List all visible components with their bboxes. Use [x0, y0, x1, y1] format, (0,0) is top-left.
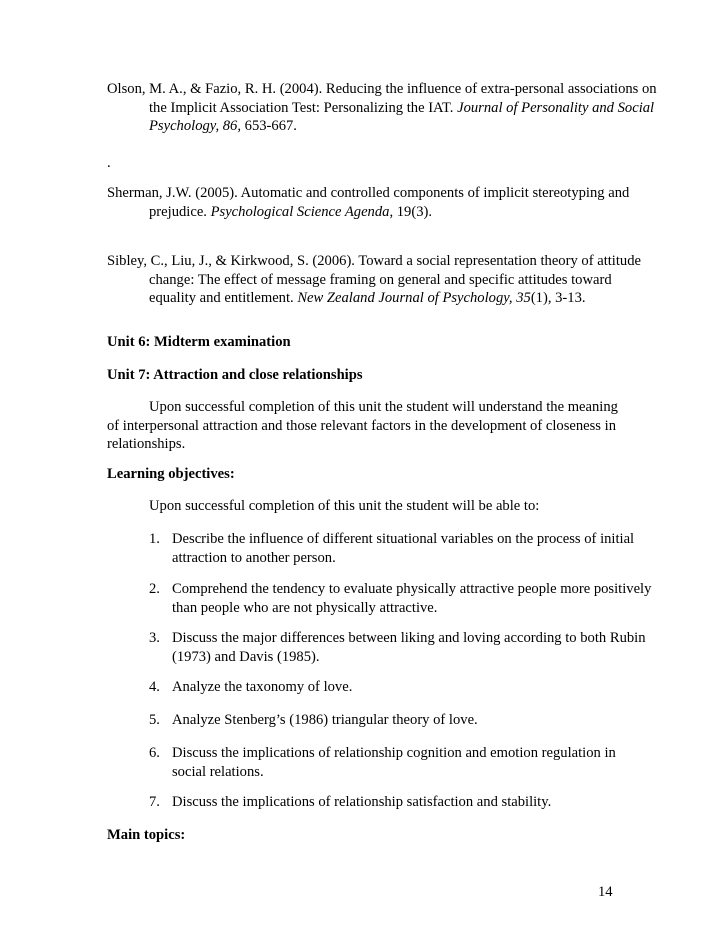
objectives-intro: Upon successful completion of this unit the student will be able to:	[149, 498, 540, 514]
objective-text: Discuss the implications of relationship satisfaction and stability.	[172, 794, 552, 810]
learning-objectives-heading: Learning objectives:	[107, 466, 235, 482]
objective-text: Describe the influence of different situational variables on the process of initial attraction to another person.	[172, 531, 635, 566]
objective-number: 5.	[149, 712, 160, 728]
reference-tail: , 19(3).	[389, 203, 433, 220]
reference-journal: Psychological Science Agenda	[210, 203, 390, 220]
page-number: 14	[598, 884, 613, 900]
reference-journal: Journal of Personality and Social Psychology, 86,	[149, 99, 655, 134]
reference-authors: Sherman, J.W. (2005). Automatic and controlled components of implicit stereotyping and prejudice.	[107, 185, 630, 220]
objective-text: Analyze Stenberg’s (1986) triangular theory of love.	[172, 712, 478, 728]
objective-item	[149, 678, 652, 697]
objective-number: 3.	[149, 630, 160, 646]
reference-sibley	[107, 252, 654, 308]
objective-item	[149, 711, 652, 730]
objective-item	[149, 530, 652, 567]
objective-item	[149, 793, 652, 812]
objective-number: 6.	[149, 745, 160, 761]
objective-number: 1.	[149, 531, 160, 547]
reference-authors: Sibley, C., Liu, J., & Kirkwood, S. (2006). Toward a social representation theory of attitude change: The effect of message framing on general and specific attitudes toward equality and entitlement.	[107, 253, 641, 306]
objective-item	[149, 580, 652, 617]
stray-dot: .	[107, 155, 111, 171]
unit7-intro: Upon successful completion of this unit the student will understand the meaning of interpersonal attraction and those relevant factors in the development of closeness in relationships.	[107, 399, 618, 452]
objective-text: Discuss the major differences between liking and loving according to both Rubin (1973) and Davis (1985).	[172, 630, 646, 665]
objective-number: 7.	[149, 794, 160, 810]
objective-text: Analyze the taxonomy of love.	[172, 679, 353, 695]
objective-number: 4.	[149, 679, 160, 695]
objective-text: Comprehend the tendency to evaluate physically attractive people more positively than people who are not physically attractive.	[172, 581, 652, 616]
reference-tail: (1), 3-13.	[530, 290, 586, 306]
reference-tail: 653-667.	[241, 118, 297, 134]
objective-item	[149, 744, 652, 781]
unit7-heading: Unit 7: Attraction and close relationships	[107, 367, 363, 383]
main-topics-heading: Main topics:	[107, 827, 186, 843]
objective-item	[149, 629, 652, 666]
reference-sherman	[107, 184, 669, 221]
unit6-heading: Unit 6: Midterm examination	[107, 334, 291, 350]
objective-number: 2.	[149, 581, 160, 597]
reference-journal: New Zealand Journal of Psychology, 35	[297, 290, 531, 306]
reference-authors: Olson, M. A., & Fazio, R. H. (2004). Reducing the influence of extra-personal associations on the Implicit Association Test: Personalizing the IAT.	[107, 81, 657, 116]
reference-olson-fazio	[107, 80, 669, 136]
objective-text: Discuss the implications of relationship cognition and emotion regulation in social relations.	[172, 745, 616, 780]
